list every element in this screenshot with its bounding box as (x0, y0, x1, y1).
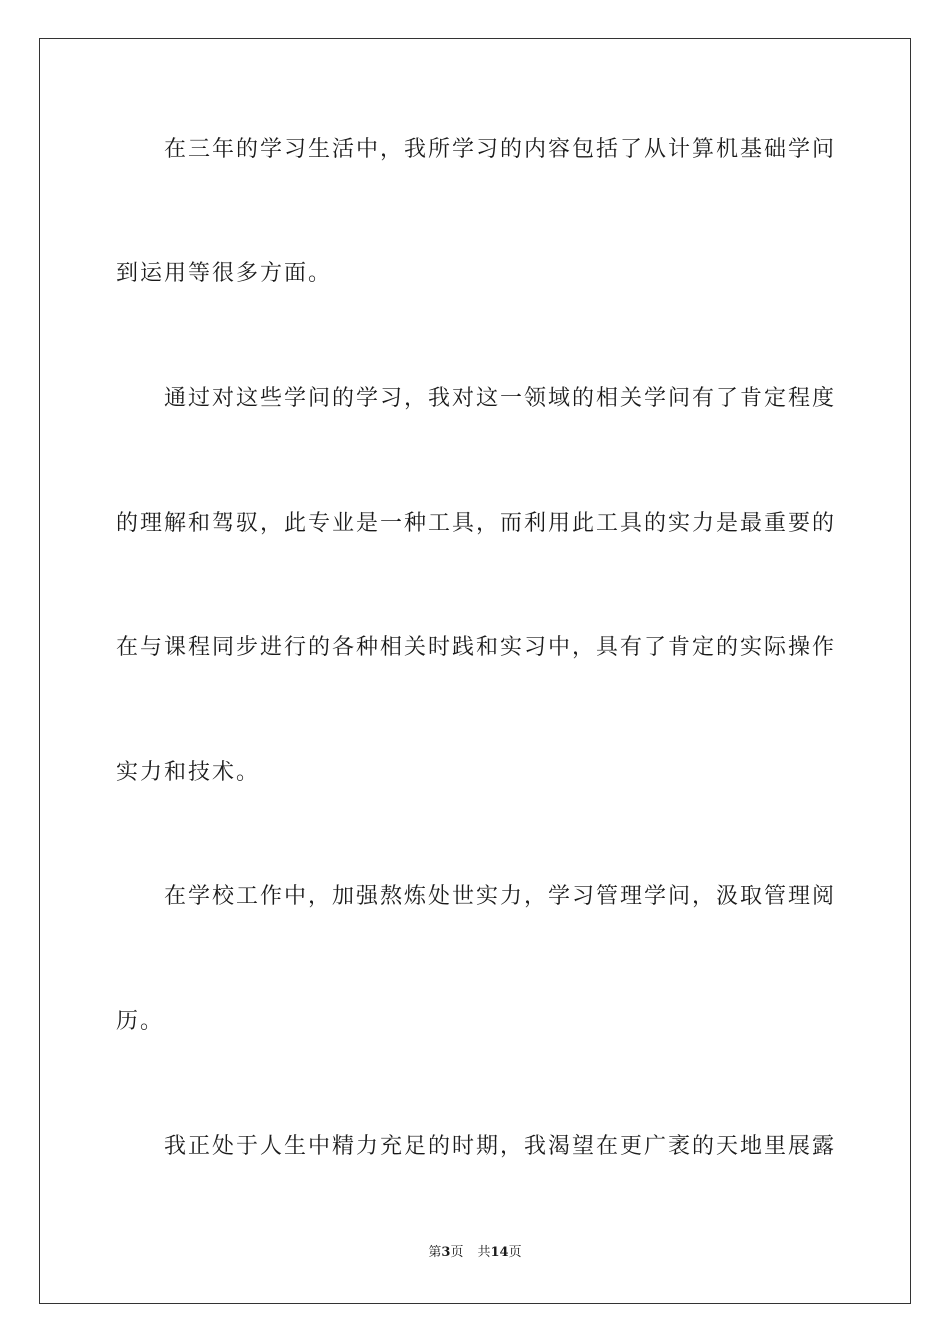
total-suffix: 页 (508, 1245, 522, 1260)
page-suffix: 页 (450, 1245, 464, 1260)
paragraph-3-line-1: 在学校工作中，加强熬炼处世实力，学习管理学问，汲取管理阅 (164, 884, 836, 909)
page-prefix: 第 (428, 1245, 442, 1260)
total-prefix: 共 (477, 1245, 491, 1260)
paragraph-2-line-3: 在与课程同步进行的各种相关时践和实习中，具有了肯定的实际操作 (116, 635, 836, 660)
paragraph-4-line-1: 我正处于人生中精力充足的时期，我渴望在更广袤的天地里展露 (164, 1134, 836, 1159)
paragraph-2-line-4: 实力和技术。 (116, 760, 261, 785)
page-number: 3 (441, 1245, 451, 1260)
paragraph-3-line-2: 历。 (116, 1009, 165, 1034)
paragraph-1-line-2: 到运用等很多方面。 (116, 261, 333, 286)
paragraph-1-line-1: 在三年的学习生活中，我所学习的内容包括了从计算机基础学问 (164, 137, 836, 162)
paragraph-2-line-1: 通过对这些学问的学习，我对这一领域的相关学问有了肯定程度 (164, 386, 836, 411)
page-border (39, 38, 911, 1304)
page-footer (0, 1244, 950, 1262)
total-pages: 14 (490, 1245, 509, 1260)
paragraph-2-line-2: 的理解和驾驭，此专业是一种工具，而利用此工具的实力是最重要的 (116, 511, 836, 536)
